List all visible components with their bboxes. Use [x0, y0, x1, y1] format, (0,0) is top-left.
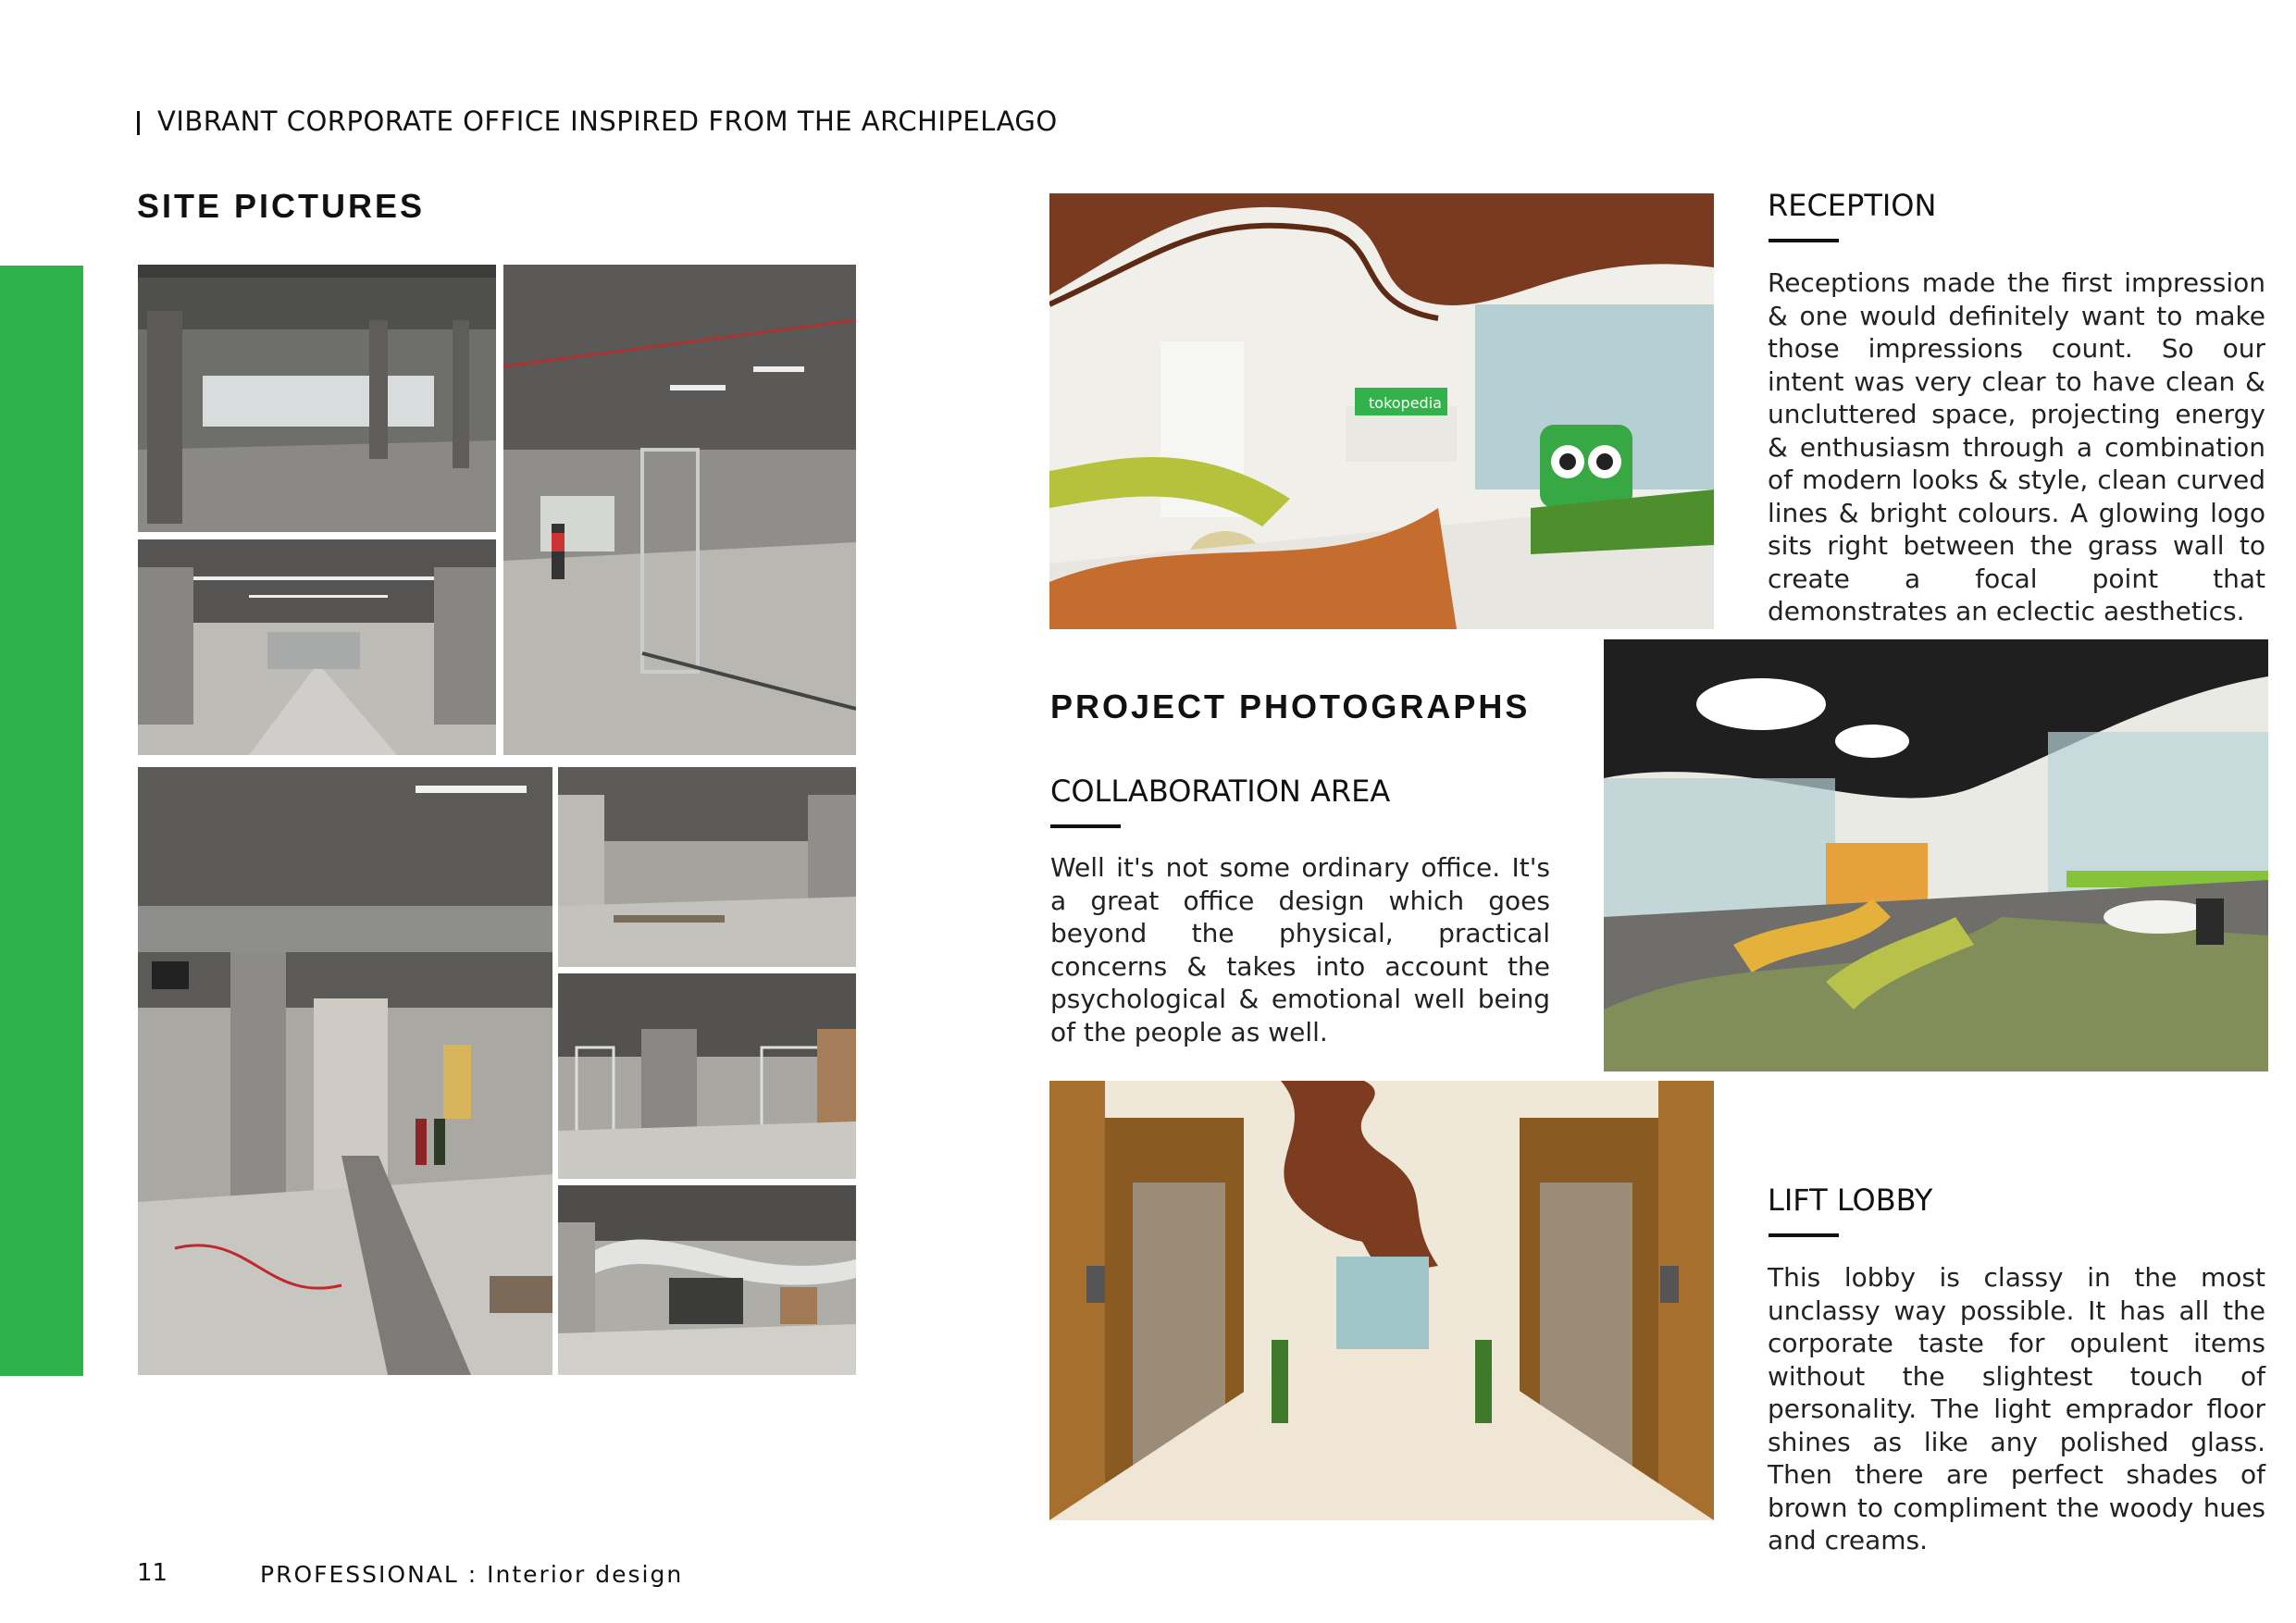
reception-rule: [1769, 239, 1839, 242]
construction-photo-6: [558, 973, 856, 1179]
reception-photo: [1049, 193, 1714, 629]
lift-lobby-photo: [1049, 1081, 1714, 1520]
site-pictures-heading: SITE PICTURES: [137, 187, 426, 225]
page-number: 11: [137, 1559, 168, 1587]
collaboration-rule: [1050, 824, 1121, 828]
header-divider: [137, 111, 140, 135]
page-header-title: VIBRANT CORPORATE OFFICE INSPIRED FROM THE ARCHIPELAGO: [157, 105, 1058, 137]
lift-lobby-rule: [1769, 1233, 1839, 1237]
construction-photo-5: [558, 767, 856, 967]
collaboration-photo: [1604, 639, 2268, 1072]
footer-label: PROFESSIONAL : Interior design: [260, 1561, 684, 1588]
lift-lobby-description: This lobby is classy in the most unclassy way possible. It has all the corporate taste for opulent items without the slightest touch of personality. The light emprador floor shines as like any polished glass. Then there are perfect shades of brown to compliment the woody hues and creams.: [1768, 1262, 2265, 1555]
accent-band: [0, 266, 83, 1376]
construction-photo-4: [138, 767, 552, 1375]
lift-lobby-title: LIFT LOBBY: [1768, 1183, 1933, 1218]
project-photographs-heading: PROJECT PHOTOGRAPHS: [1050, 688, 1531, 725]
collaboration-description: Well it's not some ordinary office. It's a great office design which goes beyond the physical, practical concerns & takes into account the psychological & emotional well being of the people as well.: [1050, 852, 1550, 1047]
construction-photo-7: [558, 1185, 856, 1375]
construction-photo-2: [503, 265, 856, 755]
collaboration-title: COLLABORATION AREA: [1050, 774, 1391, 809]
reception-description: Receptions made the first impression & one would definitely want to make those impressions count. So our intent was very clear to have clean & uncluttered space, projecting energy & enthusiasm through a combination of modern looks & style, clean curved lines & bright colours. A glowing logo sits right between the grass wall to create a focal point that demonstrates an eclectic aesthetics.: [1768, 267, 2265, 626]
reception-title: RECEPTION: [1768, 188, 1937, 223]
construction-photo-1: [138, 265, 496, 532]
reception-logo-text: tokopedia: [1369, 394, 1442, 412]
construction-photo-3: [138, 539, 496, 755]
